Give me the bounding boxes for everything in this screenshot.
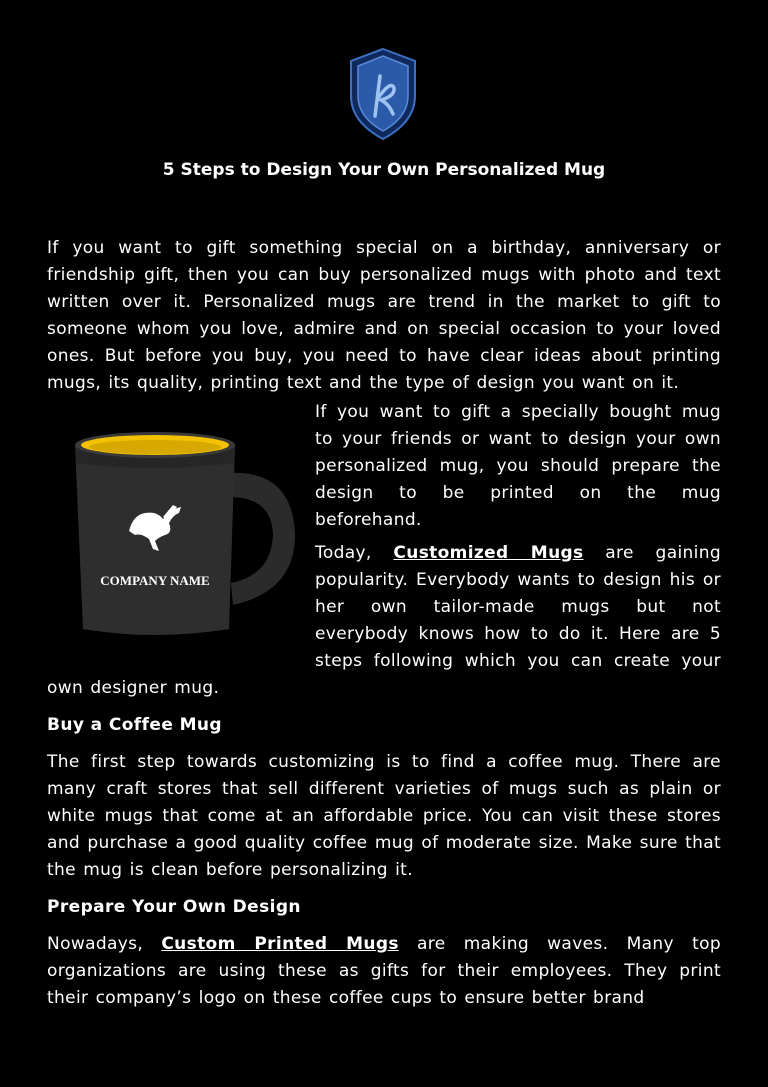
custom-printed-mugs-link[interactable]: Custom Printed Mugs	[161, 934, 399, 954]
heading-buy-coffee-mug: Buy a Coffee Mug	[47, 715, 222, 735]
para-design-beforehand: If you want to gift a specially bought mug to your friends or want to design your own personalized mug, you should prepare the design to be printed on the mug beforehand.	[315, 402, 721, 530]
para-buy-coffee-mug: The first step towards customizing is to find a coffee mug. There are many craft stores that sell different varieties of mugs such as plain or white mugs that come at an affordable price. You can visit these stores and purchase a good quality coffee mug of moderate size. Make sure that the mug is clean before personalizing it.	[47, 752, 721, 880]
mug-image	[47, 399, 311, 657]
customized-mugs-link[interactable]: Customized Mugs	[393, 543, 584, 563]
section2-before: Nowadays,	[47, 934, 162, 954]
document-content	[47, 235, 721, 1012]
shield-logo-icon	[347, 46, 419, 142]
section2-after: are making waves. Many top organizations are using these as gifts for their employees. They print their company’s logo on these coffee cups to ensure better brand	[47, 934, 722, 1008]
para3-before: Today,	[315, 543, 394, 563]
document-title: 5 Steps to Design Your Own Personalized Mug	[162, 160, 606, 180]
mug-brand-text: COMPANY NAME	[100, 573, 210, 588]
intro-paragraph: If you want to gift something special on a birthday, anniversary or friendship gift, then you can buy personalized mugs with photo and text written over it. Personalized mugs are trend in the market to gift to someone whom you love, admire and on special occasion to your loved ones. But before you buy, you need to have clear ideas about printing mugs, its quality, printing text and the type of design you want on it.	[47, 238, 721, 393]
para-custom-printed-mugs	[47, 931, 721, 1012]
mug-illustration	[71, 423, 303, 641]
para3-after: are gaining popularity. Everybody wants to design his or her own tailor-made mugs but not everybody knows how to do it. Here are 5 steps following which you can create your own designer mug.	[47, 543, 721, 698]
heading-prepare-design: Prepare Your Own Design	[47, 897, 301, 917]
